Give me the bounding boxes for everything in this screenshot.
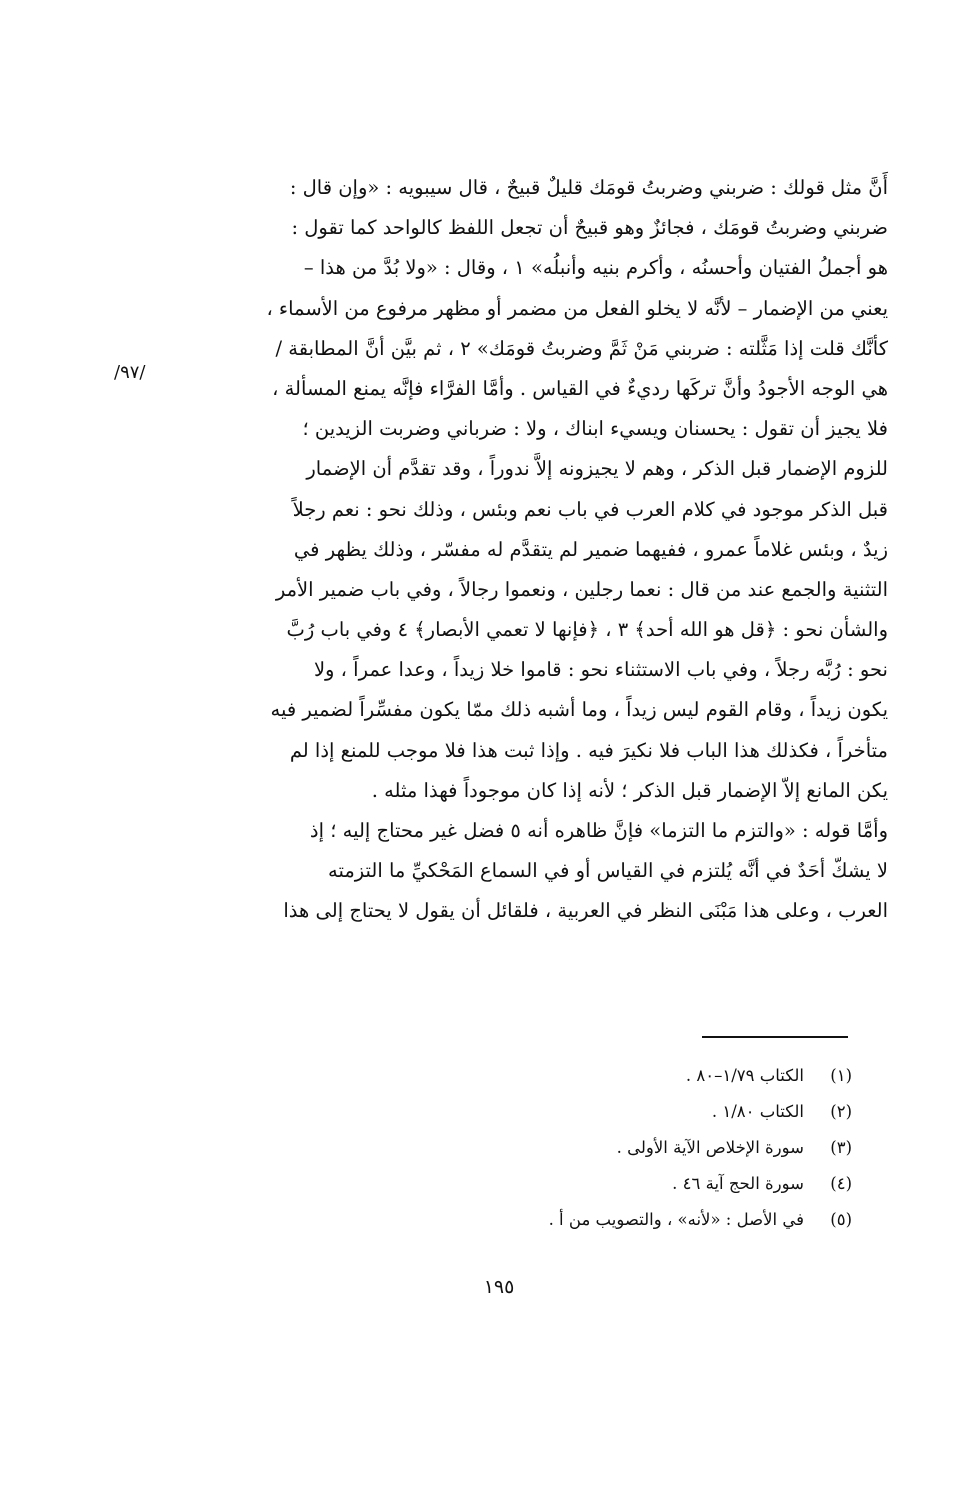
text-line: العرب ، وعلى هذا مَبْنَى النظر في العربية ، فلقائل أن يقول لا يحتاج إلى هذا [283,899,888,923]
footnotes [420,1058,852,1238]
footnote-text: الكتاب ١/٨٠ . [711,1102,804,1121]
text-line: وأمَّا قوله : «والتزم ما التزما» فإنَّ ظاهره أنه ٥ فضل غير محتاج إليه ؛ إذ [309,819,888,842]
footnote [420,1202,852,1238]
footnote-text: الكتاب ١/٧٩–٨٠ . [685,1066,804,1085]
page-number: ١٩٥ [483,1276,515,1298]
footnote-number: (٣) [830,1138,852,1157]
footnote [420,1094,852,1130]
footnote-text: سورة الحج آية ٤٦ . [672,1174,804,1193]
text-line: قبل الذكر موجود في كلام العرب في باب نعم وبئس ، وذلك نحو : نعم رجلاً [292,497,888,521]
text-line: والشأن نحو : ﴿قل هو الله أحد﴾ ٣ ، ﴿فإنها لا تعمي الأبصار﴾ ٤ وفي باب رُبَّ [286,618,888,642]
footnote-number: (٥) [830,1210,852,1229]
text-line: يكن المانع إلاّ الإضمار قبل الذكر ؛ لأنه إذا كان موجوداً فهذا مثله . [371,778,888,802]
text-line: يكون زيداً ، وقام القوم ليس زيداً ، وما أشبه ذلك ممّا يكون مفسِّراً لضمير فيه [270,698,888,722]
text-line: فلا يجيز أن تقول : يحسنان ويسيء ابناك ، ولا : ضرباني وضربت الزيدين ؛ [302,417,888,441]
footnote-number: (١) [830,1066,852,1085]
footnote-number: (٢) [830,1102,852,1121]
text-line: ضربني وضربتُ قومَك ، فجائزٌ وهو قبيحٌ أن تجعل اللفظ كالواحد كما تقول : [291,216,888,240]
footnote [420,1166,852,1202]
text-line: نحو : رُبَّه رجلاً ، وفي باب الاستثناء نحو : قاموا خلا زيداً ، وعدا عمراً ، ولا [313,658,888,682]
text-line: أَنَّ مثل قولك : ضربني وضربتُ قومَك قليلٌ قبيحٌ ، قال سيبويه : «وإن قال : [289,176,888,199]
text-line: لا يشكّ أحَدٌ في أنَّه يُلتزم في القياس أو في السماع المَحْكيِّ ما التزمته [328,859,888,883]
footnote-text: في الأصل : «لأنه» ، والتصويب من أ . [548,1210,804,1229]
text-line: هو أجملُ الفتيان وأحسنُه ، وأكرم بنيه وأنبلُه» ١ ، وقال : «ولا بُدَّ من هذا – [303,256,888,280]
footnote-text: سورة الإخلاص الآية الأولى . [616,1138,804,1157]
manuscript-folio-marker: /٩٧/ [114,362,146,383]
text-line: زيدٌ ، وبئس غلاماً عمرو ، ففيهما ضمير لم يتقدَّم له مفسّر ، وذلك يظهر في [293,537,888,561]
main-text [160,168,888,932]
text-line: التثنية والجمع عند من قال : نعما رجلين ، ونعموا رجالاً ، وفي باب ضمير الأمر [275,577,888,601]
text-line: كأنَّك قلت إذا مَثَّلته : ضربني مَنْ ثَمَّ وضربتُ قومَك» ٢ ، ثم بيَّن أنَّ المطابقة / [275,336,888,360]
text-line: متأخراً ، فكذلك هذا الباب فلا نكيرَ فيه . وإذا ثبت هذا فلا موجب للمنع إذا لم [289,738,888,762]
footnote-number: (٤) [830,1174,852,1193]
text-line: يعني من الإضمار – لأنَّه لا يخلو الفعل من مضمر أو مظهر مرفوع من الأسماء ، [266,296,888,320]
footnote [420,1130,852,1166]
text-line: للزوم الإضمار قبل الذكر ، وهم لا يجيزونه إلاَّ ندوراً ، وقد تقدَّم أن الإضمار [306,457,888,481]
text-line: هي الوجه الأجودُ وأنَّ تركَها رديءٌ في القياس . وأمَّا الفرَّاء فإنَّه يمنع المسألة ، [272,376,888,400]
footnote [420,1058,852,1094]
footnote-divider [702,1036,848,1038]
